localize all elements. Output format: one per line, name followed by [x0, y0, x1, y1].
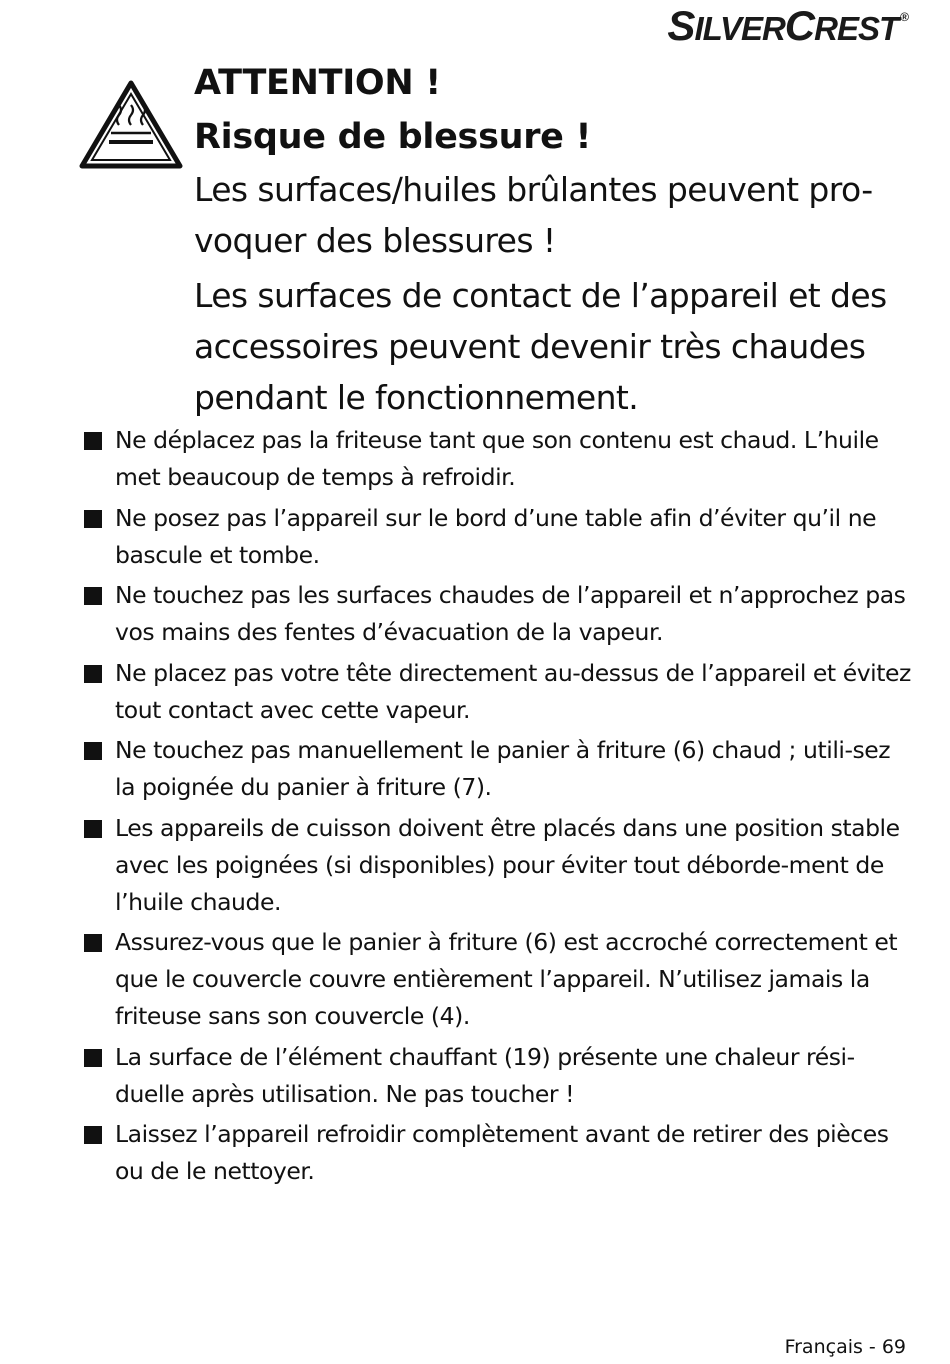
list-item-text: Ne touchez pas les surfaces chaudes de l’appareil et n’approchez pas vos mains des fentes d’évacuation de la vapeur.	[115, 581, 906, 646]
bullet-square-icon	[84, 665, 102, 683]
list-item-text: Ne placez pas votre tête directement au-dessus de l’appareil et évitez tout contact avec cette vapeur.	[115, 658, 911, 724]
list-item-text: Laissez l’appareil refroidir complètement avant de retirer des pièces ou de le nettoyer.	[115, 1120, 889, 1185]
list-item	[82, 1039, 912, 1113]
list-item-text: Ne touchez pas manuellement le panier à friture (6) chaud ; utili-sez la poignée du panier à friture (7).	[115, 736, 891, 801]
list-item	[82, 732, 912, 806]
registered-mark: ®	[900, 10, 908, 24]
list-item-text: Les appareils de cuisson doivent être placés dans une position stable avec les poignées (si disponibles) pour éviter tout déborde-ment de l’huile chaude.	[115, 813, 900, 916]
list-item	[82, 1116, 912, 1190]
safety-bullet-list	[82, 422, 912, 1194]
warning-paragraph-1: Les surfaces/huiles brûlantes peuvent pro-voquer des blessures !	[194, 170, 873, 260]
warning-block	[194, 56, 914, 423]
warning-paragraph-2: Les surfaces de contact de l’appareil et des accessoires peuvent devenir très chaudes pendant le fonctionnement.	[194, 276, 887, 417]
list-item-text: Ne déplacez pas la friteuse tant que son contenu est chaud. L’huile met beaucoup de temps à refroidir.	[115, 426, 879, 491]
bullet-square-icon	[84, 820, 102, 838]
warning-title: ATTENTION !	[194, 63, 441, 103]
list-item	[82, 655, 912, 729]
list-item	[82, 422, 912, 496]
bullet-square-icon	[84, 1126, 102, 1144]
list-item	[82, 810, 912, 921]
list-item	[82, 924, 912, 1035]
list-item	[82, 577, 912, 651]
list-item-text: La surface de l’élément chauffant (19) présente une chaleur rési-duelle après utilisation. Ne pas toucher !	[115, 1042, 855, 1108]
bullet-square-icon	[84, 742, 102, 760]
brand-logo: SILVERCREST ®	[667, 2, 908, 49]
bullet-square-icon	[84, 587, 102, 605]
bullet-square-icon	[84, 432, 102, 450]
warning-subtitle: Risque de blessure !	[194, 117, 592, 157]
list-item-text: Assurez-vous que le panier à friture (6) est accroché correctement et que le couvercle couvre entièrement l’appareil. N’utilisez jamais la friteuse sans son couvercle (4).	[115, 928, 898, 1030]
bullet-square-icon	[84, 510, 102, 528]
list-item-text: Ne posez pas l’appareil sur le bord d’une table afin d’éviter qu’il ne bascule et tombe.	[115, 503, 877, 569]
page-footer-label: Français - 69	[784, 1336, 906, 1358]
bullet-square-icon	[84, 934, 102, 952]
list-item	[82, 500, 912, 574]
bullet-square-icon	[84, 1049, 102, 1067]
hot-surface-warning-icon	[79, 80, 183, 170]
